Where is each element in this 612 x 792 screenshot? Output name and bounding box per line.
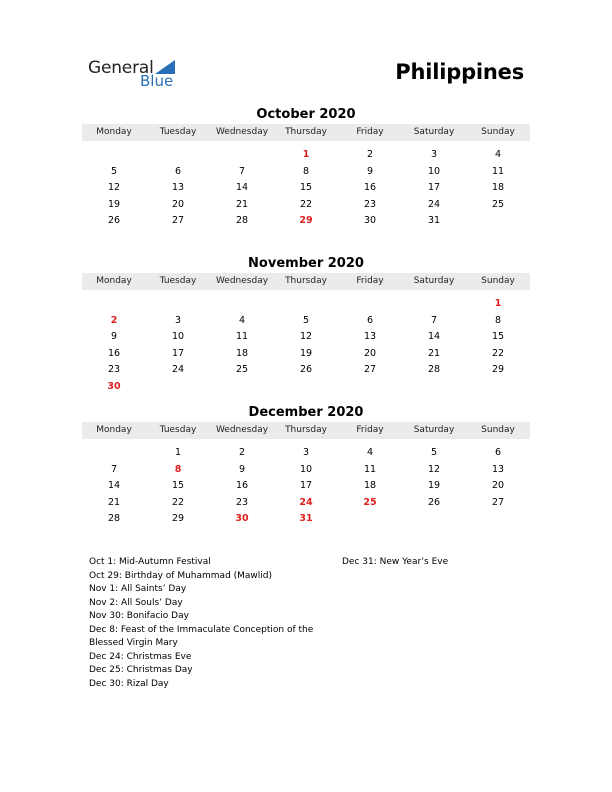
holiday-entry: Oct 29: Birthday of Muhammad (Mawlid) (89, 570, 273, 581)
weekday-label: Saturday (413, 276, 455, 286)
weekday-label: Tuesday (159, 127, 197, 137)
day-cell: 21 (427, 347, 441, 359)
day-cell: 1 (174, 447, 182, 458)
day-cell: 12 (427, 463, 441, 475)
day-cell: 22 (299, 198, 313, 210)
day-cell: 28 (107, 513, 121, 524)
day-cell: 3 (430, 149, 438, 160)
day-cell (402, 511, 466, 528)
day-cell: 7 (238, 165, 246, 177)
day-cell (466, 379, 530, 396)
day-cell: 14 (107, 480, 121, 491)
day-cell: 21 (107, 496, 121, 508)
weekday-label: Sunday (481, 276, 515, 286)
day-cell: 9 (110, 331, 118, 342)
day-cell: 29 (171, 513, 185, 524)
week-row (82, 313, 530, 330)
day-cell: 5 (110, 165, 118, 177)
weekday-label: Thursday (285, 127, 327, 137)
week-row (82, 511, 530, 528)
day-cell: 8 (302, 165, 310, 177)
day-cell: 9 (238, 463, 246, 475)
day-cell: 16 (363, 182, 377, 193)
day-cell (82, 147, 146, 164)
logo (88, 58, 188, 90)
day-cell: 11 (363, 463, 377, 475)
day-cell: 15 (171, 480, 185, 491)
day-cell: 8 (494, 314, 502, 326)
holiday-list (89, 556, 313, 691)
day-cell (402, 296, 466, 313)
day-cell: 22 (171, 496, 185, 508)
week-row (82, 296, 530, 313)
day-cell: 14 (427, 331, 441, 342)
day-cell: 28 (235, 215, 249, 226)
holiday-entry: Dec 30: Rizal Day (89, 678, 169, 689)
week-row (82, 445, 530, 462)
day-cell: 13 (363, 331, 377, 342)
day-cell: 17 (171, 347, 185, 359)
day-cell (146, 296, 210, 313)
week-row (82, 462, 530, 479)
weekday-label: Tuesday (159, 425, 197, 435)
weekday-label: Wednesday (215, 276, 269, 286)
day-cell: 25 (491, 198, 505, 210)
day-cell: 10 (299, 463, 313, 475)
day-cell (338, 296, 402, 313)
holiday-day-cell: 1 (494, 298, 502, 309)
day-cell: 5 (430, 447, 438, 458)
day-cell: 18 (491, 182, 505, 193)
country-title: Philippines (395, 60, 524, 84)
day-cell: 28 (427, 364, 441, 375)
holiday-entry: Nov 30: Bonifacio Day (89, 611, 189, 621)
day-cell (210, 296, 274, 313)
day-cell: 10 (171, 331, 185, 342)
day-cell: 19 (107, 198, 121, 210)
day-cell: 12 (107, 182, 121, 193)
month-november (82, 256, 530, 395)
day-cell: 6 (366, 314, 374, 326)
day-cell: 23 (235, 496, 249, 508)
week-row (82, 147, 530, 164)
holiday-day-cell: 2 (110, 314, 118, 326)
day-cell: 24 (427, 198, 441, 210)
week-row (82, 180, 530, 197)
weekday-header (82, 273, 530, 290)
day-cell: 11 (235, 331, 249, 342)
day-cell (210, 147, 274, 164)
day-cell (274, 379, 338, 396)
weekday-label: Friday (356, 127, 384, 137)
holiday-entry: Dec 31: New Year’s Eve (342, 557, 449, 567)
day-cell: 5 (302, 314, 310, 326)
day-cell: 4 (494, 149, 502, 160)
day-cell: 13 (491, 463, 505, 475)
weekday-label: Wednesday (215, 425, 269, 435)
day-cell: 27 (171, 215, 185, 226)
weekday-label: Monday (96, 276, 132, 286)
day-cell: 21 (235, 198, 249, 210)
day-cell (82, 445, 146, 462)
weekday-label: Saturday (413, 425, 455, 435)
day-cell: 24 (171, 364, 185, 375)
day-cell: 29 (491, 364, 505, 375)
weekday-header (82, 124, 530, 141)
weekday-label: Friday (356, 276, 384, 286)
day-cell: 26 (107, 215, 121, 226)
week-grid (82, 141, 530, 230)
holiday-day-cell: 25 (363, 496, 377, 508)
logo-general-text: General (88, 58, 154, 78)
day-cell (466, 511, 530, 528)
week-row (82, 362, 530, 379)
week-grid (82, 290, 530, 395)
day-cell: 14 (235, 182, 249, 193)
holiday-list-col2 (342, 556, 448, 570)
weekday-label: Thursday (285, 425, 327, 435)
week-row (82, 329, 530, 346)
day-cell: 13 (171, 182, 185, 193)
day-cell: 18 (363, 480, 377, 491)
day-cell (146, 147, 210, 164)
month-october (82, 107, 530, 230)
weekday-label: Tuesday (159, 276, 197, 286)
day-cell: 7 (430, 314, 438, 326)
holiday-day-cell: 24 (299, 496, 313, 508)
day-cell: 22 (491, 347, 505, 359)
day-cell: 30 (363, 215, 377, 226)
day-cell: 7 (110, 463, 118, 475)
day-cell: 16 (235, 480, 249, 491)
day-cell: 26 (427, 496, 441, 508)
holiday-entry: Nov 2: All Souls’ Day (89, 597, 183, 608)
day-cell (274, 296, 338, 313)
weekday-header (82, 422, 530, 439)
day-cell: 9 (366, 165, 374, 177)
day-cell: 12 (299, 331, 313, 342)
day-cell: 16 (107, 347, 121, 359)
week-row (82, 495, 530, 512)
holiday-day-cell: 1 (302, 149, 310, 160)
day-cell: 2 (366, 149, 374, 160)
month-title: December 2020 (248, 405, 364, 420)
day-cell (146, 379, 210, 396)
day-cell (82, 296, 146, 313)
holiday-entry: Dec 25: Christmas Day (89, 665, 193, 675)
day-cell: 26 (299, 364, 313, 375)
weekday-label: Thursday (285, 276, 327, 286)
day-cell: 25 (235, 364, 249, 375)
day-cell (466, 213, 530, 230)
week-row (82, 213, 530, 230)
day-cell: 19 (427, 480, 441, 491)
day-cell: 4 (238, 314, 246, 326)
day-cell: 3 (174, 314, 182, 326)
weekday-label: Monday (96, 127, 132, 137)
week-row (82, 164, 530, 181)
week-row (82, 379, 530, 396)
holiday-day-cell: 30 (107, 380, 121, 392)
day-cell: 3 (302, 447, 310, 458)
day-cell: 10 (427, 165, 441, 177)
month-title: November 2020 (248, 256, 364, 271)
month-title: October 2020 (256, 107, 356, 122)
day-cell (338, 511, 402, 528)
day-cell: 15 (299, 182, 313, 193)
day-cell (402, 379, 466, 396)
week-row (82, 346, 530, 363)
day-cell (210, 379, 274, 396)
holiday-day-cell: 31 (299, 513, 313, 524)
day-cell: 27 (363, 364, 377, 375)
day-cell: 20 (171, 198, 185, 210)
weekday-label: Saturday (413, 127, 455, 137)
weekday-label: Sunday (481, 127, 515, 137)
day-cell: 11 (491, 165, 505, 177)
holiday-entry: Nov 1: All Saints’ Day (89, 584, 187, 594)
month-december (82, 405, 530, 528)
holiday-entry: Blessed Virgin Mary (89, 638, 178, 648)
day-cell: 20 (491, 480, 505, 491)
day-cell: 31 (427, 215, 441, 226)
day-cell: 6 (174, 165, 182, 177)
weekday-label: Wednesday (215, 127, 269, 137)
day-cell: 17 (427, 182, 441, 193)
holiday-entry: Dec 24: Christmas Eve (89, 651, 192, 662)
holiday-entry: Dec 8: Feast of the Immaculate Conception of the (89, 624, 314, 635)
day-cell (338, 379, 402, 396)
day-cell: 27 (491, 496, 505, 508)
weekday-label: Sunday (481, 425, 515, 435)
holiday-day-cell: 29 (299, 215, 313, 226)
day-cell: 23 (363, 198, 377, 210)
day-cell: 23 (107, 364, 121, 375)
day-cell: 19 (299, 347, 313, 359)
holiday-day-cell: 30 (235, 513, 249, 524)
day-cell: 18 (235, 347, 249, 359)
week-grid (82, 439, 530, 528)
day-cell: 15 (491, 331, 505, 342)
day-cell: 17 (299, 480, 313, 491)
holiday-entry: Oct 1: Mid-Autumn Festival (89, 557, 211, 567)
logo-blue-text: Blue (140, 72, 174, 90)
holiday-day-cell: 8 (174, 463, 182, 475)
day-cell: 4 (366, 447, 374, 458)
day-cell: 2 (238, 447, 246, 458)
weekday-label: Friday (356, 425, 384, 435)
week-row (82, 197, 530, 214)
weekday-label: Monday (96, 425, 132, 435)
day-cell: 6 (494, 447, 502, 458)
day-cell: 20 (363, 347, 377, 359)
week-row (82, 478, 530, 495)
